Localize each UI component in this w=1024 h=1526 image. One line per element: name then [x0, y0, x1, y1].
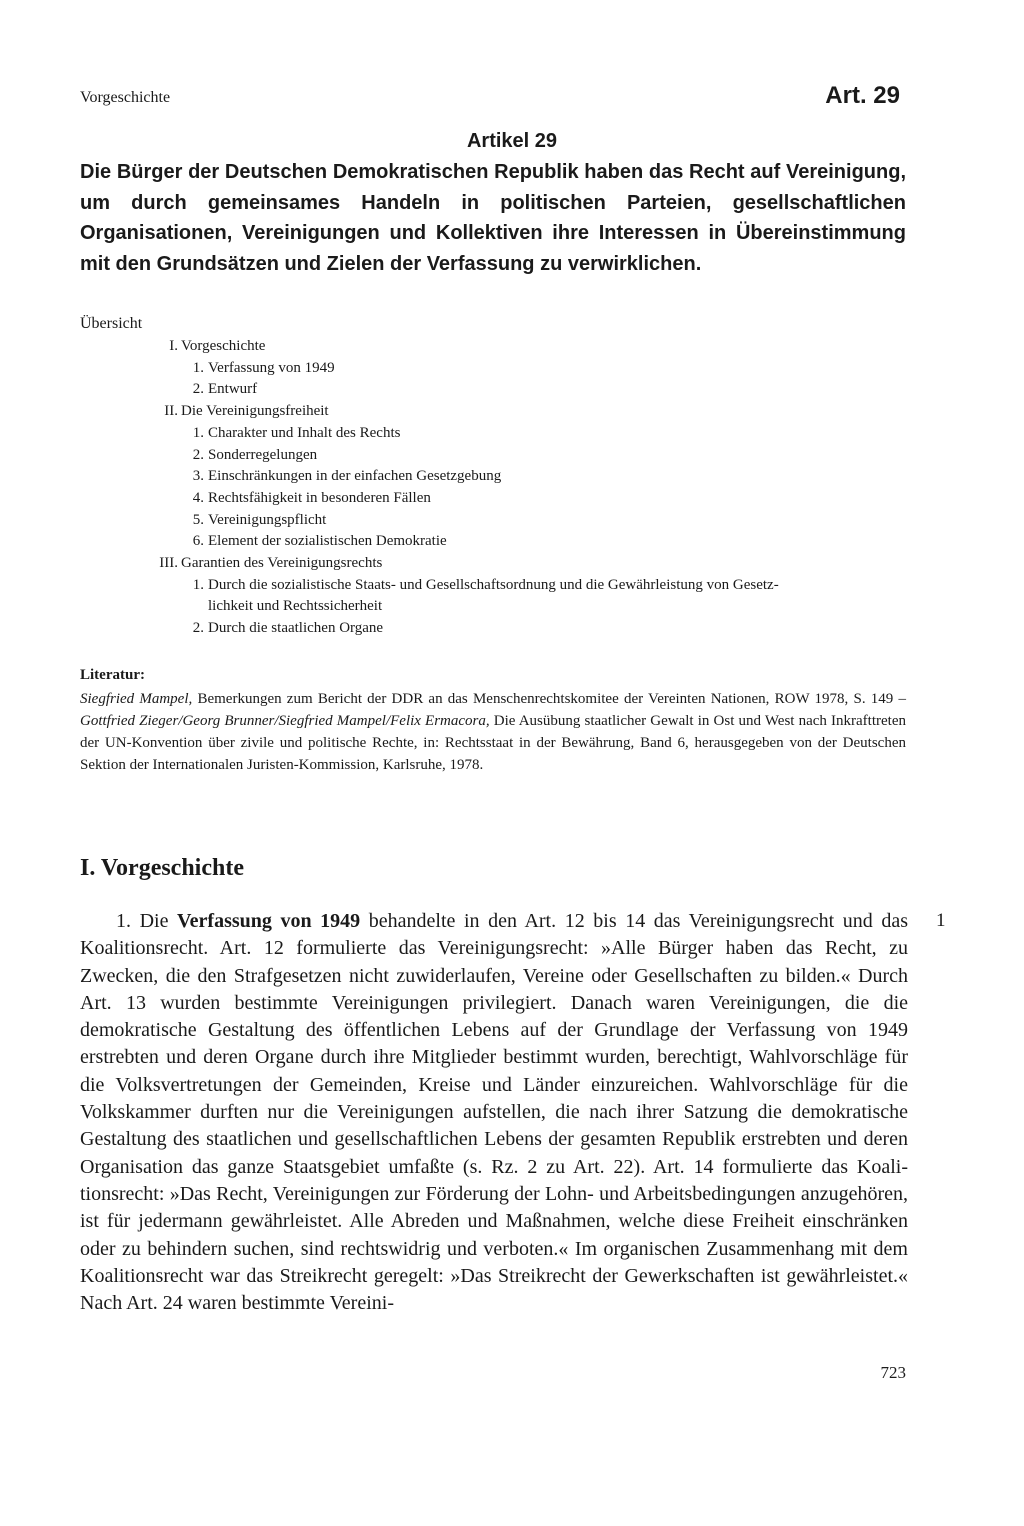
literature-text-2: Die Ausübung staatlicher Gewalt in Ost und West nach Inkrafttreten der UN-Konvention über zivile und politische Rechte, in: Rechtsstaat in der Bewährung, Band 6, herausgegeben von der Deutschen Sektion der Internationalen Juristen-Kommission, Karlsruhe, 1978.: [80, 713, 906, 773]
toc-item-label: Sonderregelungen: [208, 446, 318, 463]
toc-item-label: Einschränkungen in der einfachen Gesetzgebung: [208, 468, 502, 485]
toc-item-number: 2.: [192, 446, 204, 463]
toc-item-label: Durch die staatlichen Organe: [208, 620, 384, 637]
running-header-section: Vorgeschichte: [80, 89, 171, 106]
running-header-article: Art. 29: [825, 82, 900, 109]
body-paragraph: [80, 908, 908, 1317]
toc-item-number: 5.: [192, 511, 204, 528]
literature-text: [80, 688, 906, 776]
page-number: 723: [880, 1363, 906, 1382]
article-title: Artikel 29: [466, 130, 558, 152]
margin-number: 1: [936, 910, 946, 931]
toc-item-label: Vorgeschichte: [181, 338, 266, 354]
toc-item-label: Vereinigungspflicht: [208, 511, 327, 528]
paragraph-bold-term: Verfassung von 1949: [177, 910, 361, 932]
toc-item-number: 1.: [192, 359, 204, 376]
overview-heading: Übersicht: [80, 315, 143, 332]
toc-item-number: 3.: [192, 468, 204, 485]
toc-item-label: Durch die sozialistische Staats- und Gesellschaftsordnung und die Gewährleistung von Gesetz-: [208, 576, 779, 593]
literature-author-2: Gottfried Zieger/Georg Brunner/Siegfried Mampel/Felix Ermacora,: [80, 713, 490, 729]
toc-item-label: lichkeit und Rechtssicherheit: [208, 598, 383, 615]
toc-item-label: Entwurf: [208, 381, 258, 398]
toc-item-number: I.: [169, 338, 178, 354]
toc-item-label: Garantien des Vereinigungsrechts: [181, 555, 383, 571]
literature-heading: Literatur:: [80, 667, 145, 683]
toc-item-number: 4.: [192, 489, 204, 506]
toc-item-label: Element der sozialistischen Demokratie: [208, 533, 447, 550]
toc-item-number: 2.: [192, 620, 204, 637]
toc-item-label: Verfassung von 1949: [208, 359, 335, 376]
toc-item-number: 1.: [192, 424, 204, 441]
paragraph-text: behandelte in den Art. 12 bis 14 das Vereinigungsrecht und das Koalitionsrecht. Art. 12 formulierte das Vereinigungsrecht: »Alle Bürger haben das Recht, zu Zwecken, die den Strafgesetzen nicht zuwiderlaufen, Vereine oder Gesellschaften zu bilden.« Durch Art. 13 wurden bestimmte Vereinigungen privilegiert. Danach waren Vereinigungen, die die demokratische Gestaltung des öffentlichen Lebens auf der Grundlage der Verfassung von 1949 erstrebten und deren Organe durch ihre Mitglieder bestimmt wurden, berechtigt, Wahlvorschläge für die Volksvertretungen der Gemeinden, Kreise und Länder einzureichen. Wahlvorschläge für die Volkskammer durften nur die Vereinigungen aufstellen, die nach ihrer Satzung die demokratische Gestaltung des staatlichen und gesellschaftlichen Lebens der gesamten Republik erstrebten und deren Organisation das ganze Staatsgebiet umfaßte (s. Rz. 2 zu Art. 22). Art. 14 formulierte das Koalitionsrecht: »Das Recht, Vereinigungen zur Förderung der Lohn- und Arbeitsbedingungen anzugehören, ist für jedermann gewährleistet. Alle Abreden und Maßnahmen, welche diese Freiheit einschränken oder zu behindern suchen, sind rechtswidrig und verboten.« Im organischen Zusammenhang mit dem Koalitionsrecht war das Streikrecht geregelt: »Das Streikrecht der Gewerkschaften ist gewährleistet.« Nach Art. 24 waren bestimmte Vereini-: [80, 910, 908, 1315]
toc-item-number: III.: [159, 555, 178, 571]
literature-text-1: Bemerkungen zum Bericht der DDR an das Menschenrechtskomitee der Vereinten Nationen, ROW 1978, S. 149 –: [192, 691, 906, 707]
section-heading: I. Vorgeschichte: [80, 855, 244, 881]
toc-item-number: 6.: [192, 533, 204, 550]
toc-item-number: 2.: [192, 381, 204, 398]
toc-item-number: 1.: [192, 576, 204, 593]
literature-author-1: Siegfried Mampel,: [80, 691, 193, 707]
toc-item-label: Rechtsfähigkeit in besonderen Fällen: [208, 489, 431, 506]
toc-item-label: Charakter und Inhalt des Rechts: [208, 424, 401, 441]
toc-item-label: Die Vereinigungsfreiheit: [181, 403, 329, 420]
paragraph-lead: 1. Die: [116, 910, 178, 932]
toc-item-number: II.: [164, 403, 178, 420]
article-text: Die Bürger der Deutschen Demokratischen Republik haben das Recht auf Vereinigung, um durch gemeinsames Handeln in politischen Parteien, gesellschaftlichen Organisationen, Vereinigungen und Kollektiven ihre Interessen in Übereinstimmung mit den Grundsätzen und Zielen der Verfassung zu verwirklichen.: [80, 161, 906, 275]
